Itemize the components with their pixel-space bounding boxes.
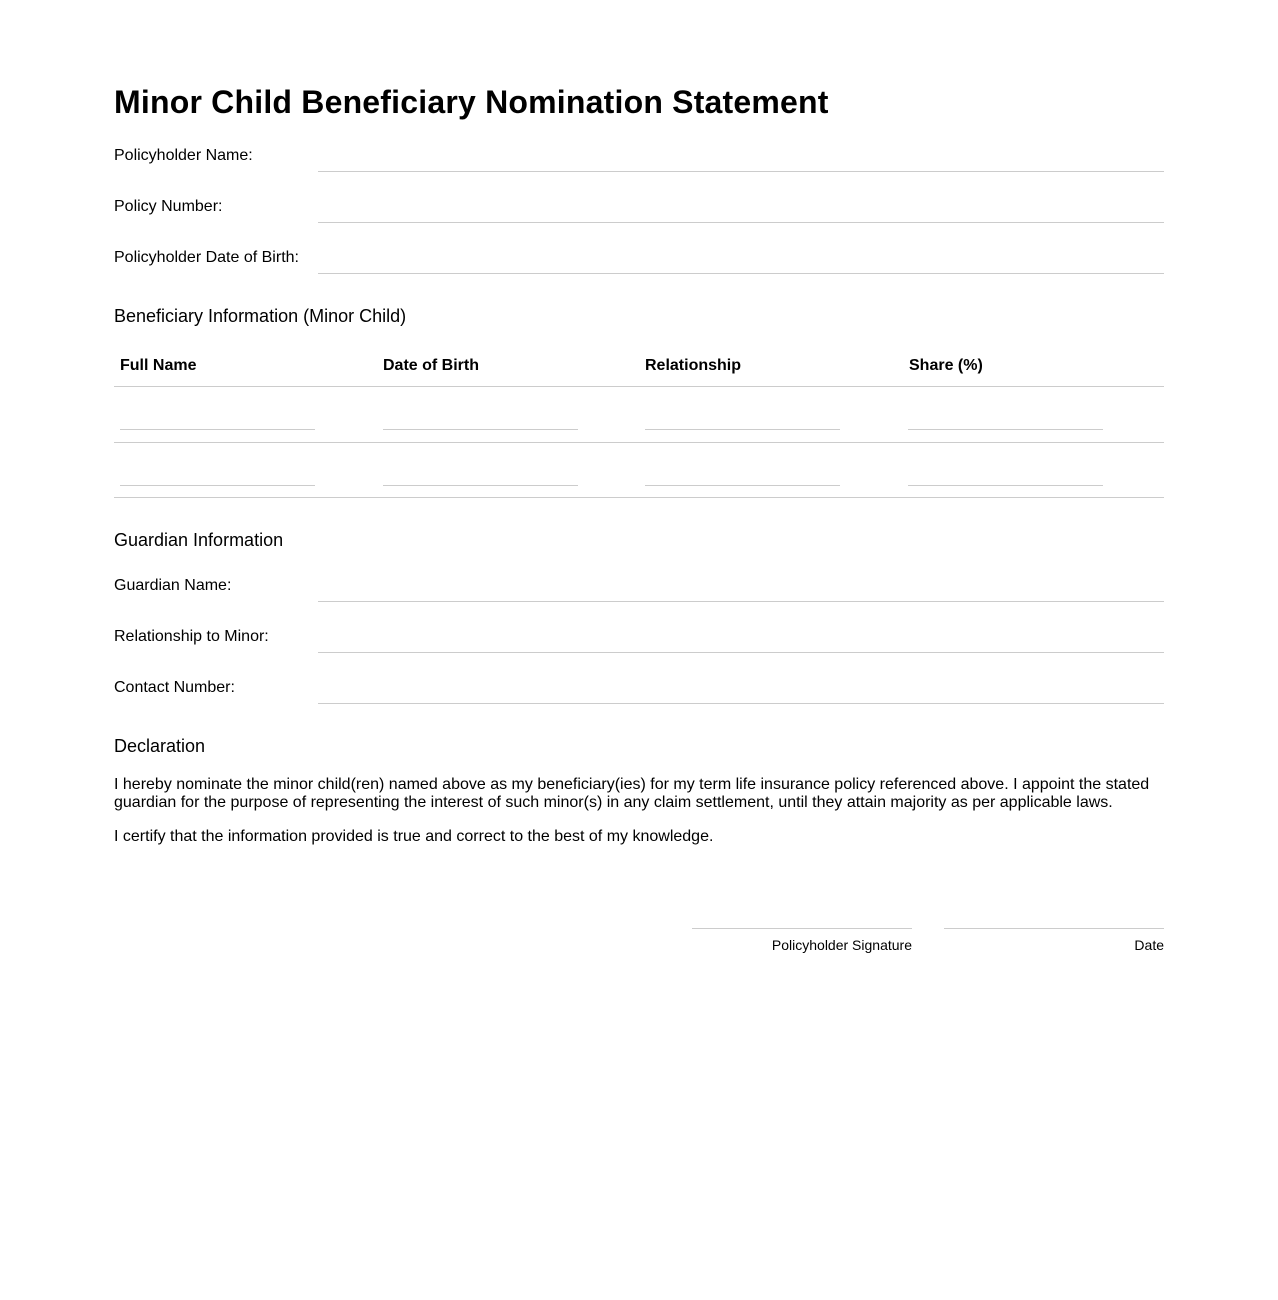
contact-number-field[interactable] [318, 703, 1164, 704]
declaration-heading: Declaration [114, 736, 206, 756]
policy-number-row [114, 198, 1164, 228]
contact-number-label: Contact Number: [114, 679, 235, 696]
row2-share-field[interactable] [908, 485, 1103, 486]
policyholder-dob-label: Policyholder Date of Birth: [114, 249, 299, 266]
declaration-paragraph-certification: I certify that the information provided is true and correct to the best of my knowledge. [114, 828, 714, 845]
policyholder-name-row [114, 147, 1164, 177]
policyholder-name-field[interactable] [318, 171, 1164, 172]
table-row [114, 443, 1164, 498]
beneficiary-table-header [114, 355, 1164, 387]
guardian-name-label: Guardian Name: [114, 577, 232, 594]
column-header-date-of-birth: Date of Birth [383, 357, 479, 374]
document-title: Minor Child Beneficiary Nomination Statement [114, 84, 829, 120]
guardian-name-field[interactable] [318, 601, 1164, 602]
policyholder-dob-field[interactable] [318, 273, 1164, 274]
row2-date-of-birth-field[interactable] [383, 485, 578, 486]
row1-relationship-field[interactable] [645, 429, 840, 430]
row2-full-name-field[interactable] [120, 485, 315, 486]
policyholder-name-label: Policyholder Name: [114, 147, 253, 164]
row1-share-field[interactable] [908, 429, 1103, 430]
column-header-share: Share (%) [909, 357, 983, 374]
date-block [944, 928, 1164, 953]
policy-number-label: Policy Number: [114, 198, 223, 215]
guardian-name-row [114, 577, 1164, 607]
signature-label: Policyholder Signature [771, 937, 912, 953]
signature-block [692, 928, 912, 953]
beneficiary-section-heading: Beneficiary Information (Minor Child) [114, 306, 407, 326]
signature-line[interactable] [692, 928, 912, 929]
row1-date-of-birth-field[interactable] [383, 429, 578, 430]
relationship-to-minor-field[interactable] [318, 652, 1164, 653]
policy-number-field[interactable] [318, 222, 1164, 223]
row2-relationship-field[interactable] [645, 485, 840, 486]
date-label: Date [1134, 937, 1164, 953]
column-header-relationship: Relationship [645, 357, 742, 374]
contact-number-row [114, 679, 1164, 709]
date-line[interactable] [944, 928, 1164, 929]
relationship-to-minor-label: Relationship to Minor: [114, 628, 269, 645]
guardian-section-heading: Guardian Information [114, 530, 284, 550]
policyholder-dob-row [114, 249, 1164, 279]
declaration-paragraph-nomination: I hereby nominate the minor child(ren) named above as my beneficiary(ies) for my term life insurance policy referenced above. I appoint the stated guardian for the purpose of representing the interest of such minor(s) in any claim settlement, until they attain majority as per applicable laws. [114, 776, 1150, 811]
table-row [114, 387, 1164, 443]
relationship-to-minor-row [114, 628, 1164, 658]
column-header-full-name: Full Name [120, 357, 197, 374]
row1-full-name-field[interactable] [120, 429, 315, 430]
